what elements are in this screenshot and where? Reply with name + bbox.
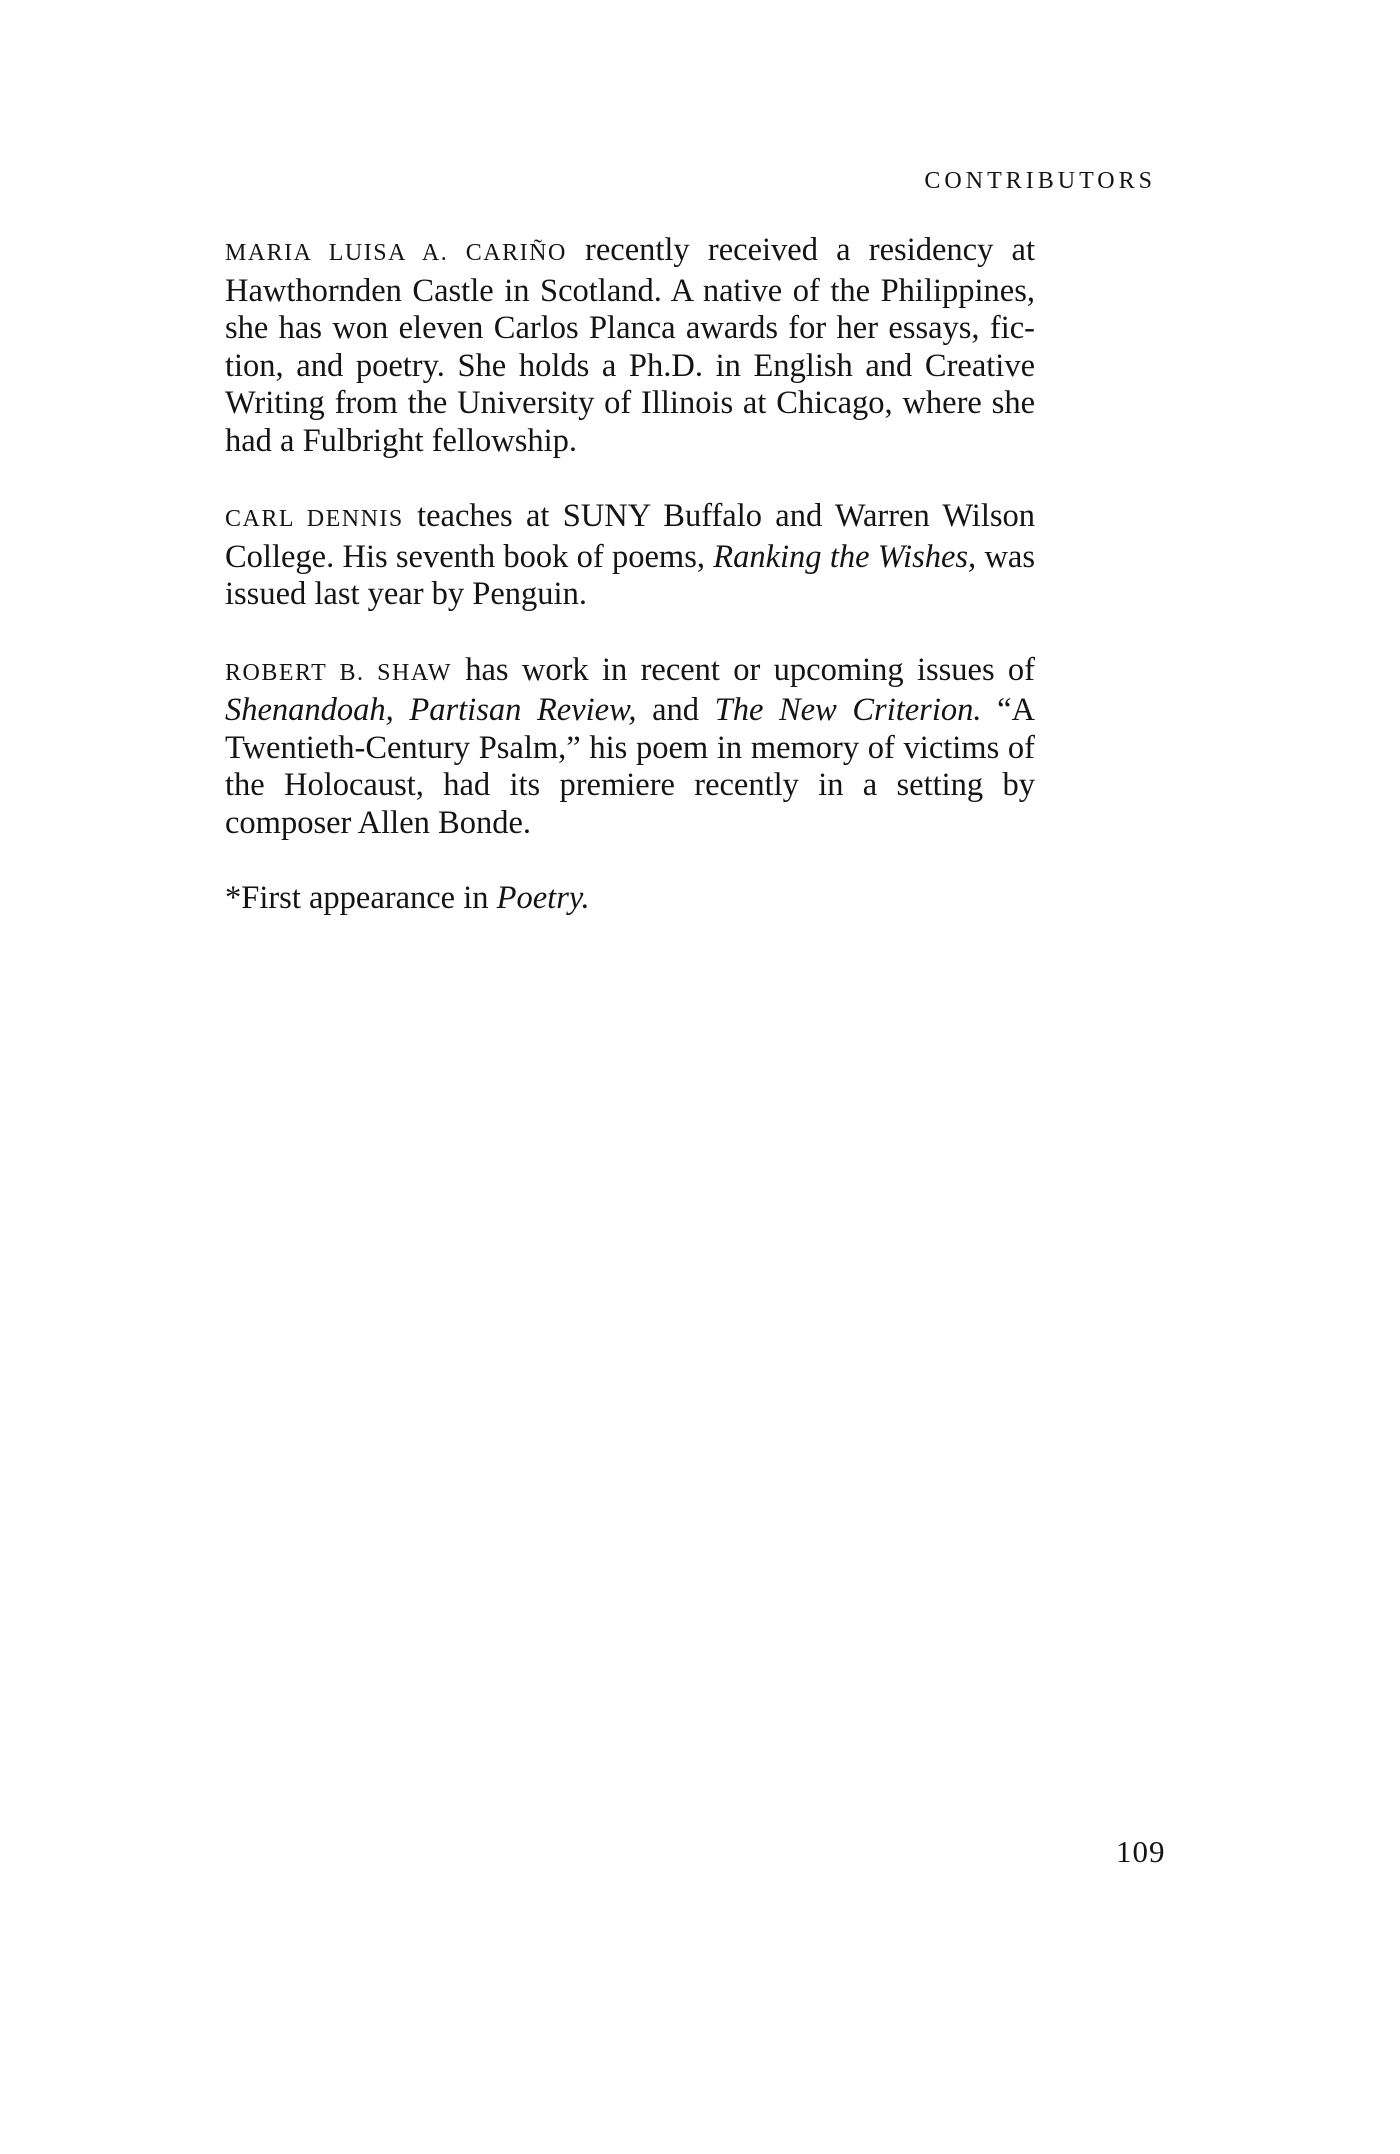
contributor-entry [225, 652, 1035, 843]
contributor-name: ROBERT B. SHAW [225, 659, 452, 686]
bio-text: and [636, 692, 715, 728]
journal-title: The New Criterion. [714, 692, 982, 728]
contributor-name: MARIA LUISA A. CARIÑO [225, 240, 567, 266]
footnote [225, 880, 1035, 918]
contributor-entry [225, 232, 1035, 460]
page-number: 109 [1116, 1834, 1166, 1869]
bio-text: “A Twentieth-Century Psalm,” his poem in memory of victims of the Holocaust, had its premiere recently in a setting by composer Allen Bonde. [225, 692, 1035, 841]
journal-title: Poetry. [496, 880, 590, 916]
contributor-entry [225, 498, 1035, 614]
bio-text: teaches at SUNY Buffalo and Warren Wilson College. His seventh book of poems, [225, 498, 1035, 575]
bio-text: has work in recent or upcoming issues of [451, 651, 1035, 688]
bio-text: was issued last year by Penguin. [225, 538, 1035, 612]
bio-text: recently received a residency at Hawthornden Castle in Scotland. A native of the Philippines, she has won eleven Carlos Planca awards for her essays, fiction, and poetry. She holds a Ph.D. in English and Creative Writing from the University of Illinois at Chicago, where she had a Fulbright fellowship. [225, 232, 1036, 459]
contributors-list [225, 232, 1035, 918]
journal-titles: Shenandoah, Partisan Review, [225, 692, 637, 728]
book-title: Ranking the Wishes, [713, 538, 977, 575]
contributor-name: CARL DENNIS [225, 506, 404, 532]
running-head: CONTRIBUTORS [924, 168, 1156, 194]
footnote-text: *First appearance in [225, 880, 497, 916]
